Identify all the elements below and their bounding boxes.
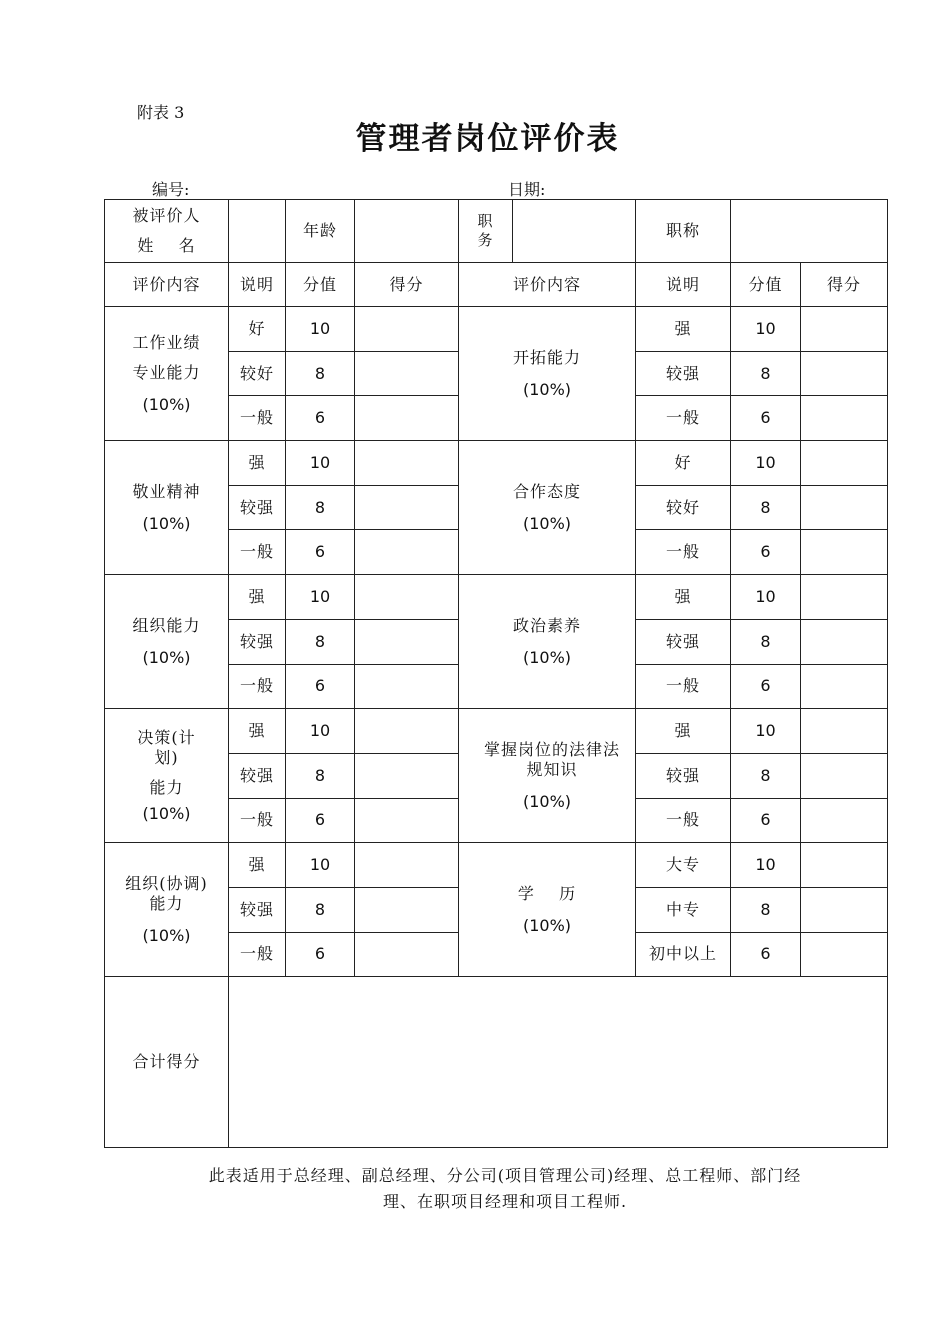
score-input-right[interactable] [801,530,888,575]
value-right: 6 [731,798,801,843]
number-label: 编号: [152,180,190,199]
evaluatee-name-label: 被评价人 姓 名 [105,200,229,263]
score-input-left[interactable] [355,843,459,888]
score-input-left[interactable] [355,664,459,709]
score-input-right[interactable] [801,753,888,798]
page-title: 管理者岗位评价表 [355,121,620,157]
col-header-content-left: 评价内容 [105,263,229,307]
value-left: 10 [286,843,355,888]
desc-right: 一般 [636,798,731,843]
table-row [105,575,888,620]
desc-left: 强 [229,843,286,888]
value-left: 10 [286,575,355,620]
value-left: 6 [286,396,355,441]
desc-left: 一般 [229,396,286,441]
desc-right: 较强 [636,753,731,798]
desc-left: 较好 [229,351,286,396]
value-left: 6 [286,798,355,843]
desc-right: 强 [636,575,731,620]
col-header-score-right: 得分 [801,263,888,307]
desc-left: 强 [229,709,286,754]
desc-right: 较好 [636,485,731,530]
score-input-left[interactable] [355,932,459,977]
table-row [105,843,888,888]
value-right: 8 [731,485,801,530]
desc-right: 一般 [636,396,731,441]
desc-left: 较强 [229,753,286,798]
desc-left: 较强 [229,485,286,530]
criterion-right: 掌握岗位的法律法 规知识 (10%) [459,709,636,843]
score-input-left[interactable] [355,887,459,932]
desc-right: 一般 [636,664,731,709]
score-input-left[interactable] [355,441,459,486]
score-input-right[interactable] [801,619,888,664]
desc-left: 较强 [229,887,286,932]
desc-right: 中专 [636,887,731,932]
criterion-left: 组织(协调) 能力 (10%) [105,843,229,977]
desc-right: 初中以上 [636,932,731,977]
desc-left: 一般 [229,530,286,575]
desc-left: 强 [229,441,286,486]
value-left: 10 [286,441,355,486]
score-input-left[interactable] [355,530,459,575]
desc-left: 较强 [229,619,286,664]
value-left: 8 [286,485,355,530]
score-input-left[interactable] [355,351,459,396]
job-title-field[interactable] [731,200,888,263]
table-row [105,441,888,486]
score-input-right[interactable] [801,441,888,486]
desc-right: 较强 [636,619,731,664]
footnote-line-2: 理、在职项目经理和项目工程师. [382,1192,628,1211]
value-right: 10 [731,575,801,620]
total-score-field[interactable] [229,977,888,1148]
footnote [150,1163,860,1215]
evaluation-table [104,199,888,1148]
value-left: 10 [286,307,355,352]
score-input-left[interactable] [355,307,459,352]
value-right: 6 [731,530,801,575]
value-left: 8 [286,351,355,396]
value-right: 10 [731,307,801,352]
attachment-label: 附表 3 [137,103,185,122]
score-input-left[interactable] [355,619,459,664]
criterion-left: 敬业精神 (10%) [105,441,229,575]
position-field[interactable] [513,200,635,262]
value-right: 8 [731,887,801,932]
value-right: 8 [731,619,801,664]
age-label: 年龄 [286,200,355,263]
criterion-right: 学 历 (10%) [459,843,636,977]
total-label: 合计得分 [105,977,229,1148]
position-cell [459,200,636,263]
score-input-right[interactable] [801,843,888,888]
value-right: 8 [731,351,801,396]
value-right: 10 [731,441,801,486]
desc-right: 较强 [636,351,731,396]
score-input-right[interactable] [801,575,888,620]
desc-right: 好 [636,441,731,486]
score-input-right[interactable] [801,664,888,709]
table-row [105,709,888,754]
score-input-left[interactable] [355,575,459,620]
score-input-left[interactable] [355,798,459,843]
score-input-left[interactable] [355,396,459,441]
desc-left: 好 [229,307,286,352]
value-right: 6 [731,932,801,977]
info-row [105,200,888,263]
job-title-label: 职称 [636,200,731,263]
score-input-right[interactable] [801,396,888,441]
score-input-right[interactable] [801,887,888,932]
desc-left: 一般 [229,932,286,977]
value-right: 8 [731,753,801,798]
score-input-right[interactable] [801,932,888,977]
total-row [105,977,888,1148]
desc-right: 强 [636,709,731,754]
desc-right: 大专 [636,843,731,888]
value-left: 6 [286,530,355,575]
col-header-value-left: 分值 [286,263,355,307]
value-left: 8 [286,887,355,932]
date-label: 日期: [508,180,546,199]
position-label: 职 务 [459,200,513,262]
score-input-right[interactable] [801,351,888,396]
age-field[interactable] [355,200,459,263]
col-header-value-right: 分值 [731,263,801,307]
col-header-desc-left: 说明 [229,263,286,307]
column-header-row [105,263,888,307]
criterion-left: 组织能力 (10%) [105,575,229,709]
value-left: 8 [286,753,355,798]
criterion-right: 合作态度 (10%) [459,441,636,575]
criterion-left: 决策(计 划) 能力 (10%) [105,709,229,843]
value-left: 6 [286,932,355,977]
col-header-desc-right: 说明 [636,263,731,307]
value-left: 8 [286,619,355,664]
score-input-left[interactable] [355,485,459,530]
score-input-right[interactable] [801,798,888,843]
desc-left: 一般 [229,664,286,709]
footnote-line-1: 此表适用于总经理、副总经理、分公司(项目管理公司)经理、总工程师、部门经 [208,1166,802,1185]
score-input-left[interactable] [355,709,459,754]
value-right: 10 [731,843,801,888]
score-input-right[interactable] [801,709,888,754]
desc-right: 强 [636,307,731,352]
score-input-right[interactable] [801,485,888,530]
criterion-left: 工作业绩 专业能力 (10%) [105,307,229,441]
col-header-score-left: 得分 [355,263,459,307]
value-left: 6 [286,664,355,709]
col-header-content-right: 评价内容 [459,263,636,307]
desc-left: 一般 [229,798,286,843]
criterion-right: 政治素养 (10%) [459,575,636,709]
score-input-left[interactable] [355,753,459,798]
desc-left: 强 [229,575,286,620]
criterion-right: 开拓能力 (10%) [459,307,636,441]
value-left: 10 [286,709,355,754]
value-right: 6 [731,396,801,441]
table-row [105,307,888,352]
evaluatee-name-field[interactable] [229,200,286,263]
value-right: 10 [731,709,801,754]
desc-right: 一般 [636,530,731,575]
value-right: 6 [731,664,801,709]
score-input-right[interactable] [801,307,888,352]
